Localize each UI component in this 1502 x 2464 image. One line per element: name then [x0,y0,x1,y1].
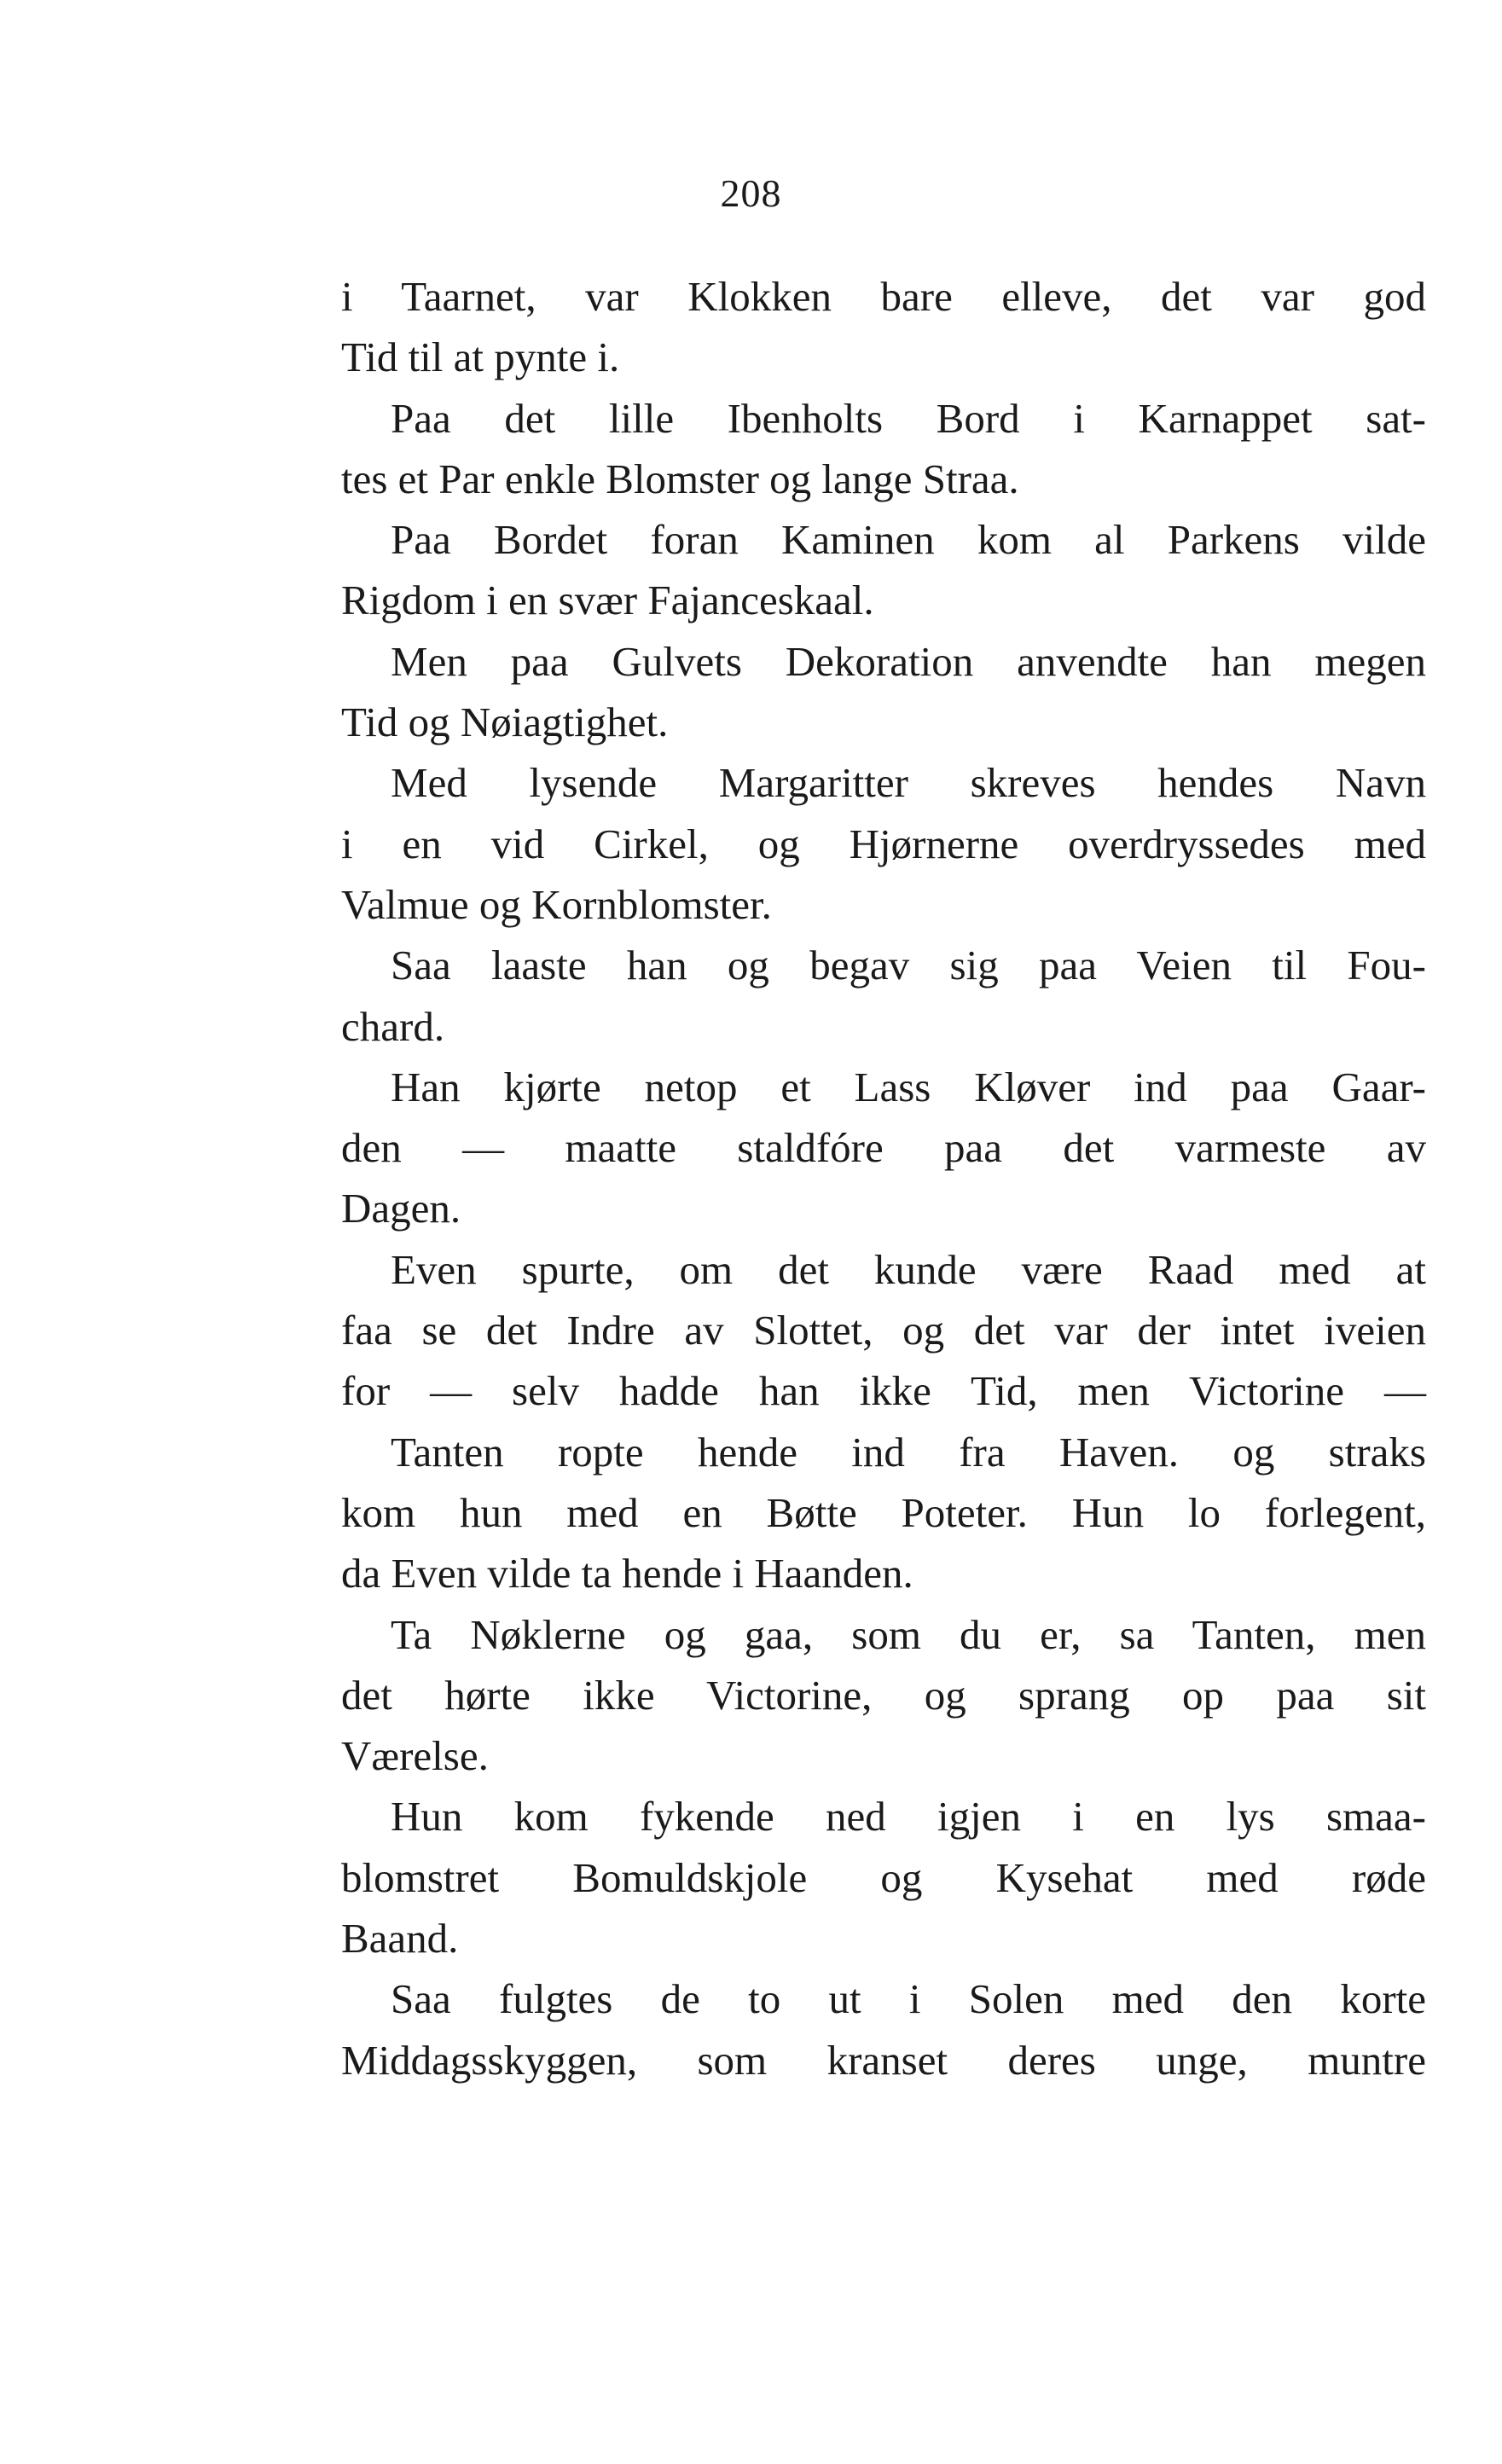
text-line: for — selv hadde han ikke Tid, men Victorine — [341,1367,1426,1415]
text-line: Tanten ropte hende ind fra Haven. og straks [391,1428,1426,1476]
body-text [341,266,1426,2090]
text-line: Paa det lille Ibenholts Bord i Karnappet sat- [391,394,1426,442]
text-line: Paa Bordet foran Kaminen kom al Parkens vilde [391,516,1426,564]
text-line: det hørte ikke Victorine, og sprang op paa sit [341,1671,1426,1719]
text-line: chard. [341,1002,445,1050]
text-line: kom hun med en Bøtte Poteter. Hun lo forlegent, [341,1488,1426,1536]
text-line: Hun kom fykende ned igjen i en lys smaa- [391,1793,1426,1841]
text-line: Saa fulgtes de to ut i Solen med den korte [391,1975,1426,2023]
text-line: Men paa Gulvets Dekoration anvendte han megen [391,637,1426,685]
text-line: Saa laaste han og begav sig paa Veien til Fou- [391,942,1426,989]
page-number: 208 [720,171,782,215]
text-line: Ta Nøklerne og gaa, som du er, sa Tanten, men [391,1610,1426,1658]
text-line: Tid og Nøiagtighet. [341,699,669,746]
text-line: den — maatte staldfóre paa det varmeste av [341,1124,1426,1172]
text-line: Værelse. [341,1732,489,1780]
text-line: Dagen. [341,1185,461,1232]
text-line: i en vid Cirkel, og Hjørnerne overdryssedes med [341,820,1426,867]
text-line: Middagsskyggen, som kranset deres unge, muntre [341,2036,1426,2084]
text-line: Even spurte, om det kunde være Raad med at [391,1245,1426,1293]
text-line: da Even vilde ta hende i Haanden. [341,1550,913,1597]
text-line: tes et Par enkle Blomster og lange Straa. [341,455,1019,502]
text-line: i Taarnet, var Klokken bare elleve, det var god [341,273,1426,320]
text-line: Rigdom i en svær Fajanceskaal. [341,577,874,624]
text-line: faa se det Indre av Slottet, og det var der intet iveien [341,1307,1426,1354]
text-line: Tid til at pynte i. [341,333,620,381]
text-line: Han kjørte netop et Lass Kløver ind paa Gaar- [391,1063,1426,1110]
text-line: Valmue og Kornblomster. [341,880,772,928]
text-line: Med lysende Margaritter skreves hendes Navn [391,759,1426,807]
text-line: blomstret Bomuldskjole og Kysehat med røde [341,1853,1426,1901]
text-line: Baand. [341,1915,459,1963]
